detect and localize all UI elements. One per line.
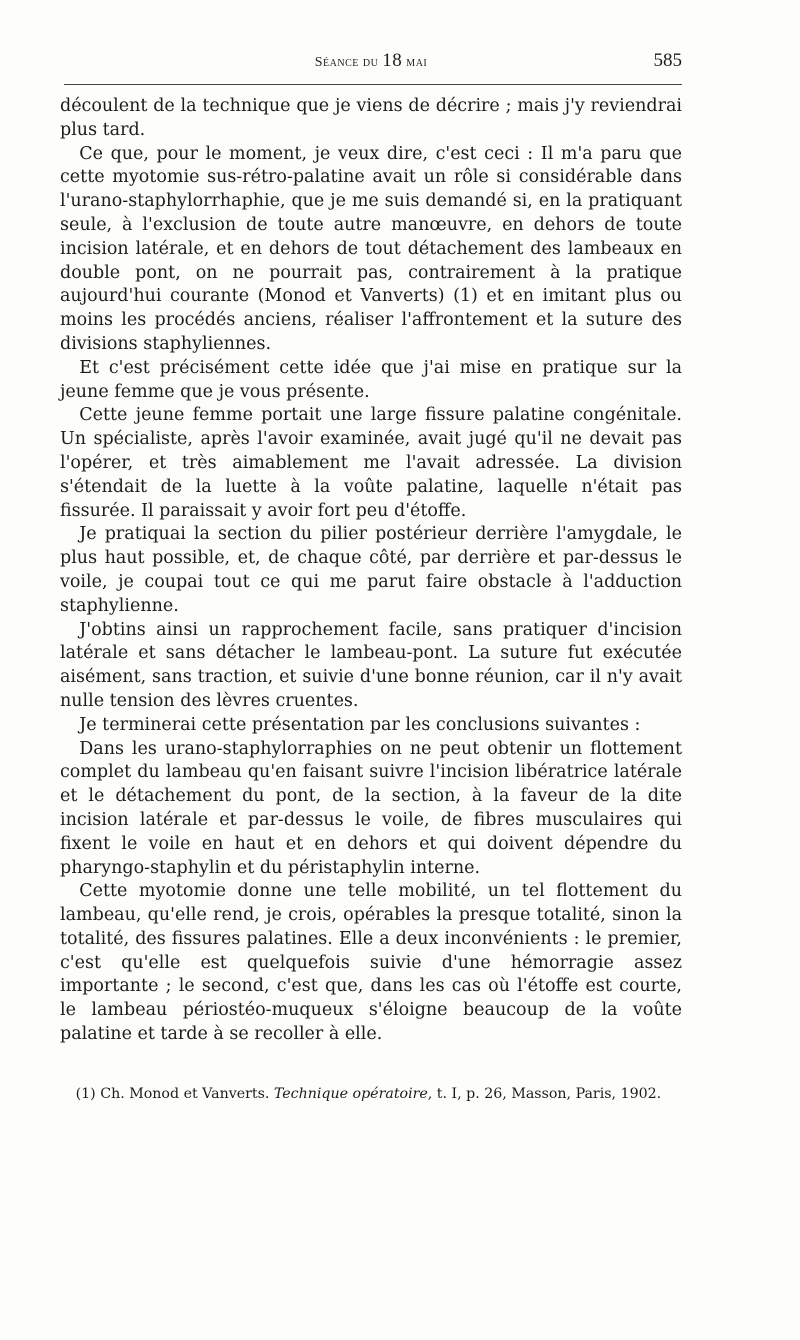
running-title xyxy=(60,50,682,72)
paragraph-2: Ce que, pour le moment, je veux dire, c'est ceci : Il m'a paru que cette myotomie sus-rétro-palatine avait un rôle si considérable dans l'urano-staphylorrhaphie, que je me suis demandé si, en la pratiquant seule, à l'exclusion de toute autre manœuvre, en dehors de toute incision latérale, et en dehors de tout détachement des lambeaux en double pont, on ne pourrait pas, contrairement à la pratique aujourd'hui courante (Monod et Vanverts) (1) et en imitant plus ou moins les procédés anciens, réaliser l'affrontement et la suture des divisions staphyliennes. xyxy=(60,143,682,354)
footnote-lead: (1) Ch. Monod et Vanverts. xyxy=(75,1085,274,1102)
paragraph-4: Cette jeune femme portait une large fissure palatine congénitale. Un spécialiste, après l'avoir examinée, avait jugé qu'il ne devait pas l'opérer, et très aimablement me l'avait adressée. La division s'étendait de la luette à la voûte palatine, laquelle n'était pas fissurée. Il paraissait y avoir fort peu d'étoffe. xyxy=(60,405,682,521)
footnote-rest: , t. I, p. 26, Masson, Paris, 1902. xyxy=(427,1085,662,1102)
document-page xyxy=(60,50,682,1105)
running-head xyxy=(60,50,682,78)
header-rule xyxy=(64,84,682,85)
footnote xyxy=(60,1083,682,1105)
body-text xyxy=(60,95,682,1047)
footnote-title: Technique opératoire xyxy=(273,1085,428,1102)
paragraph-7: Je terminerai cette présentation par les conclusions suivantes : xyxy=(79,714,641,735)
paragraph-5: Je pratiquai la section du pilier postérieur derrière l'amygdale, le plus haut possible, et, de chaque côté, par derrière et par-dessus le voile, je coupai tout ce qui me parut faire obstacle à l'adduction staphylienne. xyxy=(60,524,682,616)
page-number: 585 xyxy=(653,50,682,71)
running-title-day: 18 xyxy=(382,50,403,71)
paragraph-8: Dans les urano-staphylorraphies on ne peut obtenir un flottement complet du lambeau qu'en faisant suivre l'incision libératrice latérale et le détachement du pont, de la section, à la faveur de la dite incision latérale et par-dessus le voile, de fibres musculaires qui fixent le voile en haut et en dehors et qui doivent dépendre du pharyngo-staphylin et du péristaphylin interne. xyxy=(60,738,682,878)
paragraph-6: J'obtins ainsi un rapprochement facile, sans pratiquer d'incision latérale et sans détacher le lambeau-pont. La suture fut exécutée aisément, sans traction, et suivie d'une bonne réunion, car il n'y avait nulle tension des lèvres cruentes. xyxy=(60,619,682,711)
running-title-part1: Séance du xyxy=(314,55,383,70)
paragraph-3: Et c'est précisément cette idée que j'ai mise en pratique sur la jeune femme que je vous présente. xyxy=(60,357,682,402)
running-title-part2: mai xyxy=(402,55,428,70)
paragraph-9: Cette myotomie donne une telle mobilité, un tel flottement du lambeau, qu'elle rend, je crois, opérables la presque totalité, sinon la totalité, des fissures palatines. Elle a deux inconvénients : le premier, c'est qu'elle est quelquefois suivie d'une hémorragie assez importante ; le second, c'est que, dans les cas où l'étoffe est courte, le lambeau périostéo-muqueux s'éloigne beaucoup de la voûte palatine et tarde à se recoller à elle. xyxy=(60,881,682,1045)
paragraph-1: découlent de la technique que je viens de décrire ; mais j'y reviendrai plus tard. xyxy=(60,96,682,140)
